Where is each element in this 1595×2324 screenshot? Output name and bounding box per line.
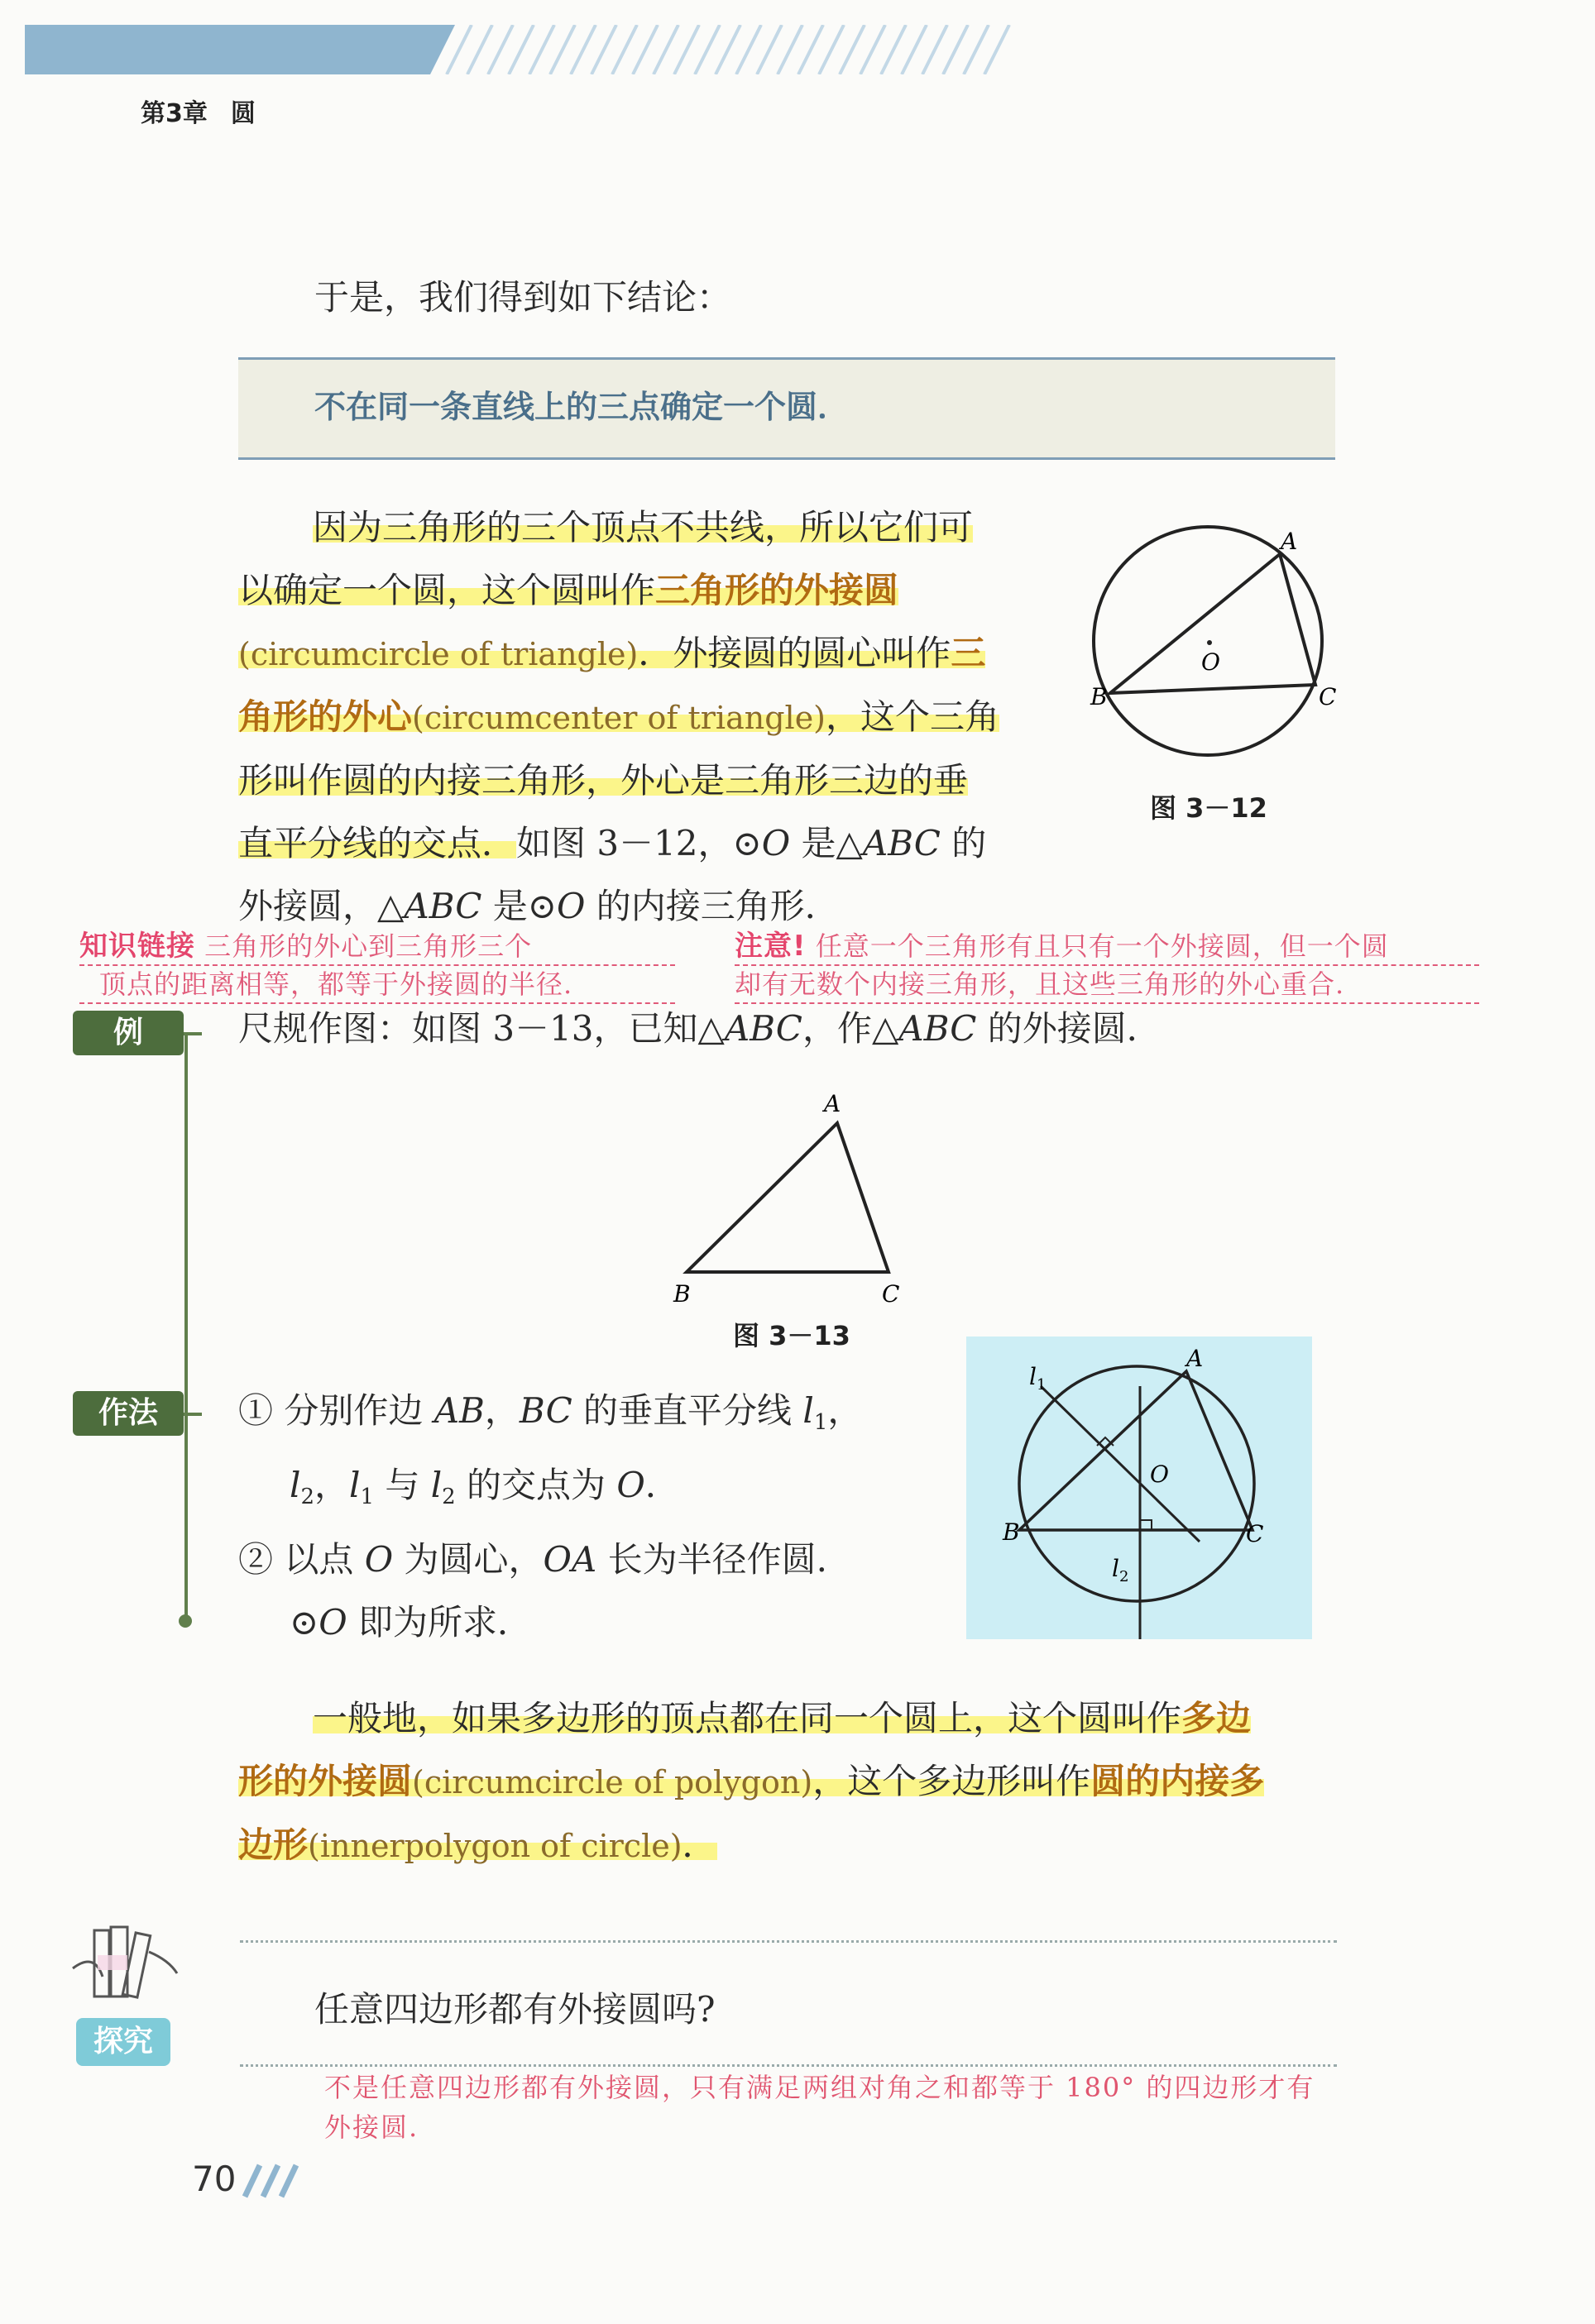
figure-3-12 [1084, 521, 1340, 769]
m-s4a: ⊙ [290, 1602, 319, 1643]
explore-top-divider [240, 1940, 1337, 1943]
para1-is: 是△ [790, 823, 863, 863]
fig13-label-c: C [882, 1280, 900, 1307]
fig13-label-a: A [824, 1090, 841, 1117]
para1-line7c: 是⊙ [481, 886, 557, 926]
page-number: 70 [192, 2159, 237, 2199]
example-text [238, 997, 1162, 1060]
example-text-c: ，作△ [802, 1008, 899, 1049]
para1-line6: 直平分线的交点． [238, 823, 517, 863]
example-tag: 例 [73, 1011, 184, 1055]
m-s3a: ② 以点 [238, 1539, 365, 1580]
m-s1e: 的垂直平分线 [572, 1390, 803, 1431]
para1-line5: 形叫作圆的内接三角形，外心是三角形三边的垂 [238, 760, 969, 801]
example-abc2: ABC [898, 1008, 977, 1049]
construction-label-o: O [1150, 1461, 1169, 1488]
para1-o1: O [761, 823, 791, 863]
conclusion-box [238, 357, 1335, 460]
definition-paragraph [238, 496, 1049, 938]
m-s2k: ． [644, 1465, 680, 1505]
fig12-label-o: O [1201, 648, 1220, 676]
method-result [238, 1591, 941, 1654]
keyword-circumcenter-a: 三 [951, 633, 986, 673]
english-circumcircle: (circumcircle of triangle) [238, 636, 639, 672]
example-text-e: 的外接圆． [976, 1008, 1162, 1049]
para2-line1: 一般地，如果多边形的顶点都在同一个圆上，这个圆叫作 [313, 1698, 1182, 1738]
m-s1f: l [802, 1390, 814, 1431]
method-step1-line1 [238, 1380, 941, 1454]
attention-line1: 任意一个三角形有且只有一个外接圆，但一个圆 [815, 930, 1389, 962]
example-abc1: ABC [724, 1008, 802, 1049]
m-s1a: ① 分别作边 [238, 1390, 434, 1431]
m-s2f: 与 [373, 1465, 431, 1505]
l1-sub: 1 [1036, 1376, 1047, 1394]
books-icon [69, 1919, 185, 2010]
m-s2g: l [430, 1465, 443, 1505]
attention-note [735, 928, 1479, 1004]
example-guide-line [184, 1032, 188, 1621]
para2-end: ． [682, 1824, 717, 1865]
chapter-heading [141, 93, 279, 129]
method-tick [184, 1413, 202, 1416]
method-steps [238, 1380, 941, 1654]
para2-line2: ，这个多边形叫作 [812, 1761, 1091, 1801]
method-step2 [238, 1528, 941, 1591]
keyword-inscribed-polygon-a: 圆的内接多 [1090, 1761, 1265, 1801]
fig13-label-b: B [673, 1280, 691, 1307]
keyword-circumcenter-b: 角形的外心 [238, 696, 413, 737]
para1-figref: 如图 3－12，⊙ [516, 823, 762, 863]
m-s2c: ， [314, 1465, 349, 1505]
para1-de: 的 [940, 823, 987, 863]
fig12-label-c: C [1319, 683, 1337, 710]
m-s2i: 的交点为 [455, 1465, 617, 1505]
m-s2d: l [349, 1465, 361, 1505]
knowledge-link-line1: 三角形的外心到三角形三个 [204, 930, 533, 962]
english-polygon-circumcircle: (circumcircle of polygon) [412, 1764, 813, 1800]
center-point [1207, 640, 1212, 645]
m-s1d: BC [519, 1390, 572, 1431]
attention-line2: 却有无数个内接三角形，且这些三角形的外心重合. [735, 966, 1479, 1004]
given-triangle-shape [687, 1123, 889, 1272]
l2-sub: 2 [1118, 1568, 1129, 1585]
m-s1g: 1 [813, 1410, 828, 1435]
construction-label-b: B [1003, 1518, 1020, 1546]
explore-answer: 不是任意四边形都有外接圆，只有满足两组对角之和都等于 180° 的四边形才有外接圆. [324, 2072, 1315, 2143]
example-tick [184, 1032, 202, 1035]
page-number-slashes [242, 2164, 308, 2198]
figure-3-13-caption: 图 3－13 [733, 1320, 850, 1351]
m-s3e: 长为半径作圆. [596, 1539, 827, 1580]
explore-tag: 探究 [76, 2018, 170, 2066]
para1-line2: 以确定一个圆，这个圆叫作 [238, 570, 656, 610]
example-text-a: 尺规作图：如图 3－13，已知△ [238, 1008, 725, 1049]
l1-letter: l [1029, 1363, 1037, 1390]
para1-line7e: 的内接三角形． [585, 886, 840, 926]
para1-line7a: 外接圆，△ [238, 886, 405, 926]
chapter-title: 圆 [230, 99, 256, 128]
explore-bottom-divider [240, 2064, 1337, 2067]
m-s3c: 为圆心， [393, 1539, 544, 1580]
knowledge-link-title: 知识链接 [79, 930, 195, 963]
construction-label-a: A [1186, 1345, 1204, 1372]
m-s1h: ， [827, 1390, 863, 1431]
fig12-label-a: A [1281, 528, 1298, 555]
m-s2b: 2 [300, 1485, 314, 1509]
para1-o2: O [556, 886, 586, 926]
para1-abc1: ABC [862, 823, 941, 863]
m-s2e: 1 [360, 1485, 374, 1509]
header-band [25, 25, 455, 74]
para1-abc2: ABC [404, 886, 482, 926]
m-s3b: O [364, 1539, 394, 1580]
para1-line4: ，这个三角 [826, 696, 1000, 737]
attention-title: 注意! [735, 930, 807, 963]
construction-label-c: C [1246, 1520, 1264, 1547]
m-s3d: OA [543, 1539, 597, 1580]
m-s2j: O [616, 1465, 645, 1505]
english-circumcenter: (circumcenter of triangle) [412, 700, 826, 736]
para1-line3: ．外接圆的圆心叫作 [638, 633, 951, 673]
guide-end-dot [179, 1614, 192, 1628]
m-s1b: AB [433, 1390, 485, 1431]
header-stripes [430, 25, 1026, 74]
explore-question: 任意四边形都有外接圆吗? [314, 1989, 716, 2030]
keyword-polygon-circumcircle-a: 多边 [1181, 1698, 1252, 1738]
m-s2h: 2 [442, 1485, 456, 1509]
para1-line1: 因为三角形的三个顶点不共线，所以它们可 [313, 507, 974, 548]
intro-text: 于是，我们得到如下结论： [314, 277, 732, 318]
method-step1-line2 [238, 1454, 941, 1528]
keyword-polygon-circumcircle-b: 形的外接圆 [238, 1761, 413, 1801]
construction-figure [966, 1337, 1312, 1639]
figure-3-12-caption: 图 3－12 [1150, 792, 1267, 824]
knowledge-link-line2: 顶点的距离相等，都等于外接圆的半径. [79, 966, 675, 1004]
knowledge-link-note [79, 928, 675, 1004]
conclusion-text: 不在同一条直线上的三点确定一个圆． [314, 389, 850, 425]
fig12-label-b: B [1090, 683, 1108, 710]
m-s4c: 即为所求． [347, 1602, 532, 1643]
method-tag: 作法 [73, 1391, 184, 1436]
l2-letter: l [1112, 1555, 1119, 1582]
m-s4b: O [319, 1602, 347, 1643]
polygon-definition-paragraph [238, 1687, 1347, 1877]
m-s1c: ， [484, 1390, 520, 1431]
keyword-inscribed-polygon-b: 边形 [238, 1824, 309, 1865]
figure-3-13 [662, 1083, 927, 1307]
m-s2a: l [290, 1465, 301, 1505]
english-inscribed-polygon: (innerpolygon of circle) [308, 1828, 683, 1864]
chapter-number: 第3章 [141, 99, 208, 128]
keyword-circumcircle: 三角形的外接圆 [655, 570, 899, 610]
